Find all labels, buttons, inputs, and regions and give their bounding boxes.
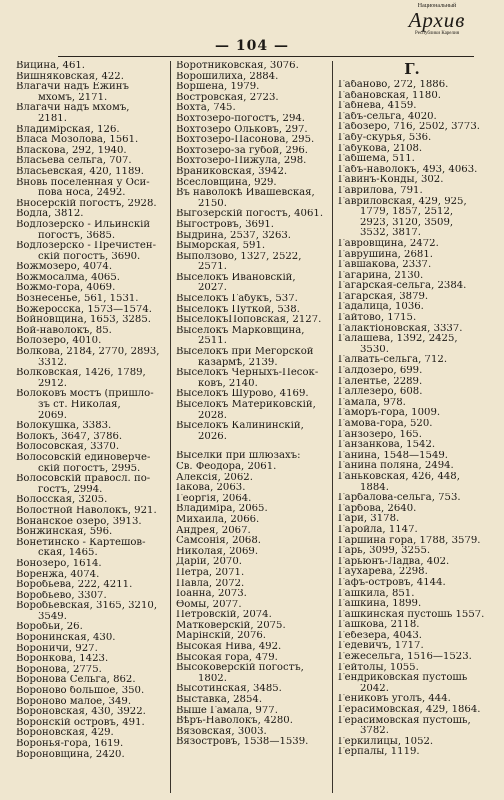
index-entry: Галвать-сельга, 712. — [338, 355, 448, 366]
index-entry: Выселокъ Путкой, 538. — [176, 304, 300, 315]
index-entry: Гашкина, 1899. — [338, 599, 422, 610]
index-entry: Гаврилова, 791. — [338, 185, 423, 196]
index-entry: Выползово, 1327, 2522, — [176, 251, 302, 262]
index-entry: 2028. — [198, 410, 227, 421]
index-entry: Ганьковская, 426, 448, — [338, 471, 460, 482]
index-entry: Габановская, 1180. — [338, 90, 441, 101]
index-entry: Волокъ, 3647, 3786. — [16, 431, 123, 442]
index-entry: Іакова, 2063. — [176, 483, 246, 494]
index-entry: Водлозерско - Ильинскій — [16, 219, 151, 230]
index-entry: Власьева сельга, 707. — [16, 156, 132, 167]
index-entry: Георгія, 2064. — [176, 493, 252, 504]
index-entry: Волосовскій единоверче- — [16, 452, 151, 463]
index-entry: 2069. — [38, 410, 67, 421]
index-entry: Вонанское озеро, 3913. — [16, 516, 142, 527]
index-entry: Галактіоновская, 3337. — [338, 323, 463, 334]
index-entry: Матковерскій, 2075. — [176, 620, 286, 631]
index-column-2 — [176, 61, 324, 748]
index-entry: Выморская, 591. — [176, 241, 266, 252]
index-entry: Вороновщина, 2420. — [16, 749, 125, 760]
index-entry: Водла, 3812. — [16, 209, 84, 220]
index-entry: Владиміра, 2065. — [176, 504, 268, 515]
index-entry: Гаврушина, 2681. — [338, 249, 433, 260]
index-entry: Габнева, 4159. — [338, 101, 417, 112]
index-entry: Вохтозеро-за губой, 296. — [176, 145, 309, 156]
index-entry: Выставка, 2854. — [176, 695, 263, 706]
index-entry: Гениковъ уголъ, 444. — [338, 694, 451, 705]
index-entry: Даріи, 2070. — [176, 557, 242, 568]
index-entry: Волкова, 2184, 2770, 2893, — [16, 347, 160, 358]
index-entry: зъ ст. Николая, — [38, 400, 121, 410]
index-entry: 2150. — [198, 198, 227, 209]
index-entry: Вохтозеро-Пасонова, 295. — [176, 135, 315, 146]
index-entry: Вносерскій погостъ, 2928. — [16, 198, 157, 209]
index-entry: скій погостъ, 2995. — [38, 463, 141, 474]
index-entry: Ганина поляна, 2494. — [338, 461, 454, 472]
index-entry: Гарь, 3099, 3255. — [338, 546, 431, 557]
index-entry: Гаморъ-гора, 1009. — [338, 408, 441, 419]
index-entry: Вожеросска, 1573—1574. — [16, 304, 153, 315]
index-entry: ская, 1465. — [38, 548, 98, 559]
index-entry: Вонетинско - Картешов- — [16, 537, 146, 548]
index-entry: Влагачи надъ Ежинъ — [16, 82, 129, 93]
index-entry: Волоковъ мостъ (пришло- — [16, 389, 154, 400]
index-entry: Высоковерскій погостъ, — [176, 663, 304, 674]
page-number: — 104 — — [215, 38, 289, 54]
index-entry: ковъ, 2140. — [198, 378, 258, 389]
index-entry: казармѣ, 2139. — [198, 357, 278, 368]
index-entry: Ворошилиха, 2884. — [176, 71, 279, 82]
index-column-3 — [338, 61, 486, 758]
index-entry: Воронскій островъ, 491. — [16, 717, 145, 728]
logo-line-1: Национальный — [417, 3, 457, 9]
index-entry: Воронья-гора, 1619. — [16, 739, 124, 749]
index-entry: Войновщина, 1653, 3285. — [16, 315, 151, 326]
index-entry: Андрея, 2067. — [176, 525, 251, 536]
index-entry: Выселокъ Калининскій, — [176, 421, 304, 432]
index-entry: Гежесельга, 1516—1523. — [338, 652, 472, 663]
index-entry: Волокушка, 3383. — [16, 421, 112, 432]
index-entry: Гари, 3178. — [338, 514, 400, 525]
index-entry: Петровскій, 2074. — [176, 610, 272, 621]
index-entry: Гедевичъ, 1717. — [338, 641, 424, 652]
index-entry: 2027. — [198, 283, 227, 294]
index-entry: 2912. — [38, 378, 67, 389]
index-entry: Гадалица, 1036. — [338, 302, 424, 313]
index-entry: Воротниковская, 3076. — [176, 61, 299, 71]
index-entry: Волосовскій правосл. по- — [16, 474, 151, 485]
index-entry: Выселокъ Габукъ, 537. — [176, 294, 298, 305]
index-entry: Ѳомы, 2077. — [176, 599, 242, 610]
index-entry: Вохта, 745. — [176, 103, 236, 114]
index-entry: Павла, 2072. — [176, 578, 245, 589]
index-entry: пова носа, 2492. — [38, 188, 126, 199]
index-entry: Воронинская, 430. — [16, 633, 116, 644]
index-entry: Власьевская, 420, 1189. — [16, 166, 144, 177]
index-entry: Габъ-сельга, 4020. — [338, 111, 437, 122]
index-entry: 1884. — [360, 482, 389, 493]
index-entry: Вороново большое, 350. — [16, 686, 145, 697]
index-entry: Воронова, 2775. — [16, 664, 102, 675]
index-entry: Вохтозеро Ольковъ, 297. — [176, 124, 308, 135]
index-entry: Галашева, 1392, 2425, — [338, 334, 458, 345]
index-entry: Вновь поселенная у Оси- — [16, 177, 150, 188]
index-entry: Герпалы, 1119. — [338, 747, 420, 758]
index-entry: Волосская, 3205. — [16, 495, 108, 506]
index-entry: Вожмосалма, 4065. — [16, 272, 120, 283]
index-entry: Ганзанкова, 1542. — [338, 440, 436, 451]
index-entry: Гавинъ-Конды, 302. — [338, 175, 444, 186]
index-entry: Гагарина, 2130. — [338, 270, 424, 281]
index-entry: Николая, 2069. — [176, 546, 259, 557]
index-entry: Гарбалова-сельга, 753. — [338, 493, 461, 504]
index-column-1 — [16, 61, 164, 760]
index-entry: Гавровщина, 2472. — [338, 238, 439, 249]
index-entry: Выгостровъ, 3691. — [176, 219, 275, 230]
header-rule — [58, 56, 474, 57]
index-entry: Гагарская, 3879. — [338, 291, 429, 302]
index-entry: Всесловщина, 929. — [176, 177, 277, 188]
index-entry: Выселки при шлюзахъ: — [176, 451, 301, 462]
index-entry: Выселокъ Шурово, 4169. — [176, 389, 309, 400]
index-entry: Вороничи, 927. — [16, 643, 98, 654]
index-entry: скій погостъ, 3690. — [38, 251, 141, 262]
index-entry: Выселокъ Черныхъ-Песок- — [176, 368, 319, 379]
index-entry: Гашкова, 2118. — [338, 620, 420, 631]
index-entry: Марінскій, 2076. — [176, 631, 267, 642]
index-entry: Выселокъ Материковскій, — [176, 400, 316, 410]
index-entry: Гавшакова, 2337. — [338, 260, 432, 271]
index-entry: Вонжинская, 596. — [16, 527, 113, 538]
index-entry: Вознесенье, 561, 1531. — [16, 294, 139, 305]
index-entry: Ганзозеро, 165. — [338, 429, 422, 440]
index-entry: Габшема, 511. — [338, 154, 415, 165]
index-entry: Власкова, 292, 1940. — [16, 145, 127, 156]
index-entry: 1802. — [198, 673, 227, 684]
index-entry: Галентье, 2289. — [338, 376, 423, 387]
index-entry: Водлозерско - Пречистен- — [16, 241, 156, 252]
index-entry: Герасимовская, 429, 1864. — [338, 705, 481, 716]
index-entry: Волосовская, 3370. — [16, 442, 120, 453]
index-entry: Гашкила, 851. — [338, 588, 415, 599]
index-entry: Гендриковская пустошь — [338, 673, 468, 684]
index-entry: Воробьи, 26. — [16, 622, 83, 633]
logo-line-2: Архив — [408, 8, 466, 32]
index-entry: Вороновская, 430, 3922. — [16, 707, 146, 718]
index-entry: Гаухарева, 2298. — [338, 567, 428, 578]
index-entry: Выселокъ при Мегорской — [176, 347, 314, 358]
index-entry: Гейтолы, 1055. — [338, 662, 419, 673]
index-entry: Высотинская, 3485. — [176, 684, 282, 695]
index-entry: Волозеро, 4010. — [16, 336, 102, 347]
index-entry: Волковская, 1426, 1789, — [16, 368, 146, 379]
index-entry: 2923, 3120, 3509, — [360, 217, 454, 228]
index-entry: ВыселокъПоповская, 2127. — [176, 315, 322, 326]
index-entry: Вохтозеро-погостъ, 294. — [176, 113, 305, 124]
index-entry: Вороновская, 429. — [16, 728, 114, 739]
index-entry: Выше Гамала, 977. — [176, 705, 278, 716]
index-entry: Воробьева, 222, 4211. — [16, 580, 133, 591]
index-entry: Вороново малое, 349. — [16, 696, 132, 707]
index-entry: Габозеро, 716, 2502, 3773. — [338, 122, 480, 133]
index-entry: Выселокъ Ивановскій, — [176, 272, 296, 283]
index-entry: Самсонія, 2068. — [176, 536, 261, 547]
index-entry: Воренжа, 4074. — [16, 569, 100, 580]
index-entry: Гавриловская, 429, 925, — [338, 196, 467, 207]
index-entry: Вой-наволокъ, 85. — [16, 325, 112, 336]
logo-line-3: Республики Карелия — [414, 31, 459, 36]
index-entry: Гаройла, 1147. — [338, 524, 418, 535]
index-entry: 3530. — [360, 344, 389, 355]
index-entry: Ганина, 1548—1549. — [338, 450, 448, 461]
index-entry: Владимірская, 126. — [16, 124, 120, 135]
index-entry: Вѣръ-Наволокъ, 4280. — [176, 716, 293, 727]
index-entry: Вожмо-гора, 4069. — [16, 283, 116, 294]
index-entry: Гамова-гора, 520. — [338, 419, 433, 429]
index-entry: Геркилицы, 1052. — [338, 736, 434, 747]
index-entry: 1779, 1857, 2512, — [360, 207, 454, 218]
index-entry: 2511. — [198, 336, 227, 347]
index-entry: Въ наволокѣ Ивашевская, — [176, 188, 315, 199]
index-entry: Габаново, 272, 1886. — [338, 80, 449, 90]
section-heading: Г. — [404, 60, 420, 78]
index-entry: Герасимовская пустошь, — [338, 715, 471, 726]
index-entry: Гайтово, 1715. — [338, 313, 417, 324]
index-entry: Гафъ-островъ, 4144. — [338, 577, 446, 588]
index-entry: Вишняковская, 422. — [16, 71, 124, 82]
index-entry: Выдрина, 2537, 3263. — [176, 230, 292, 241]
column-divider — [170, 61, 171, 793]
index-entry: гостъ, 2994. — [38, 484, 103, 495]
index-entry: 3312. — [38, 357, 67, 368]
index-entry: Востровская, 2723. — [176, 92, 279, 103]
index-entry: Гамала, 978. — [338, 397, 406, 408]
index-entry: Вожмозеро, 4074. — [16, 262, 113, 273]
index-entry: 2181. — [38, 113, 67, 124]
index-entry: Габу-скурья, 536. — [338, 132, 432, 143]
index-entry: Галдозеро, 699. — [338, 366, 423, 377]
index-entry: Іоанна, 2073. — [176, 589, 247, 600]
index-entry: Волостной Наволокъ, 921. — [16, 505, 157, 516]
index-entry: Высокая Нива, 492. — [176, 642, 282, 653]
index-entry: Воршена, 1979. — [176, 82, 260, 93]
index-entry: Вонозеро, 1614. — [16, 558, 102, 569]
index-entry: Гашкинская пустошь 1557. — [338, 609, 485, 620]
index-entry: Власа Мозолова, 1561. — [16, 135, 139, 146]
index-entry: 3782. — [360, 726, 389, 737]
spacer — [176, 442, 324, 451]
index-entry: Гебезера, 4043. — [338, 630, 422, 641]
index-entry: Гарбова, 2640. — [338, 503, 417, 514]
index-entry: Вязостровъ, 1538—1539. — [176, 737, 309, 748]
index-entry: погостъ, 3685. — [38, 230, 116, 241]
index-entry: 3532, 3817. — [360, 228, 422, 239]
index-entry: Вицина, 461. — [16, 61, 86, 71]
index-entry: Св. Феодора, 2061. — [176, 461, 277, 472]
index-entry: Воронкова, 1423. — [16, 654, 109, 665]
column-divider — [332, 61, 333, 793]
index-entry: мхомъ, 2171. — [38, 92, 108, 103]
index-entry: Вохтозеро-Пижула, 298. — [176, 156, 307, 167]
index-entry: Петра, 2071. — [176, 567, 245, 578]
index-entry: Галлезеро, 608. — [338, 387, 423, 398]
index-entry: Выселокъ Марковщина, — [176, 325, 305, 336]
index-entry: Выгозерскій погостъ, 4061. — [176, 209, 324, 220]
index-entry: Высокая гора, 479. — [176, 652, 278, 663]
index-entry: 3549. — [38, 611, 67, 622]
index-entry: Габукова, 2108. — [338, 143, 423, 154]
index-entry: Гагарская-сельга, 2384. — [338, 281, 467, 292]
index-entry: Воробьево, 3307. — [16, 590, 107, 601]
index-entry: 2571. — [198, 262, 227, 273]
index-entry: 2026. — [198, 431, 227, 442]
index-entry: 2042. — [360, 683, 389, 694]
index-entry: Вязовская, 3003. — [176, 726, 267, 737]
index-entry: Гарьюнъ-Ладва, 402. — [338, 556, 450, 567]
index-entry: Михаила, 2066. — [176, 514, 260, 525]
index-entry: Воронова Сельга, 862. — [16, 675, 136, 686]
index-entry: Враниковская, 3942. — [176, 166, 288, 177]
index-entry: Алексія, 2062. — [176, 472, 253, 483]
index-entry: Габъ-наволокъ, 493, 4063. — [338, 164, 478, 175]
index-entry: Гаршина гора, 1788, 3579. — [338, 535, 481, 546]
index-entry: Воробьевская, 3165, 3210, — [16, 601, 158, 612]
index-entry: Влагачи надъ мхомъ, — [16, 103, 130, 114]
